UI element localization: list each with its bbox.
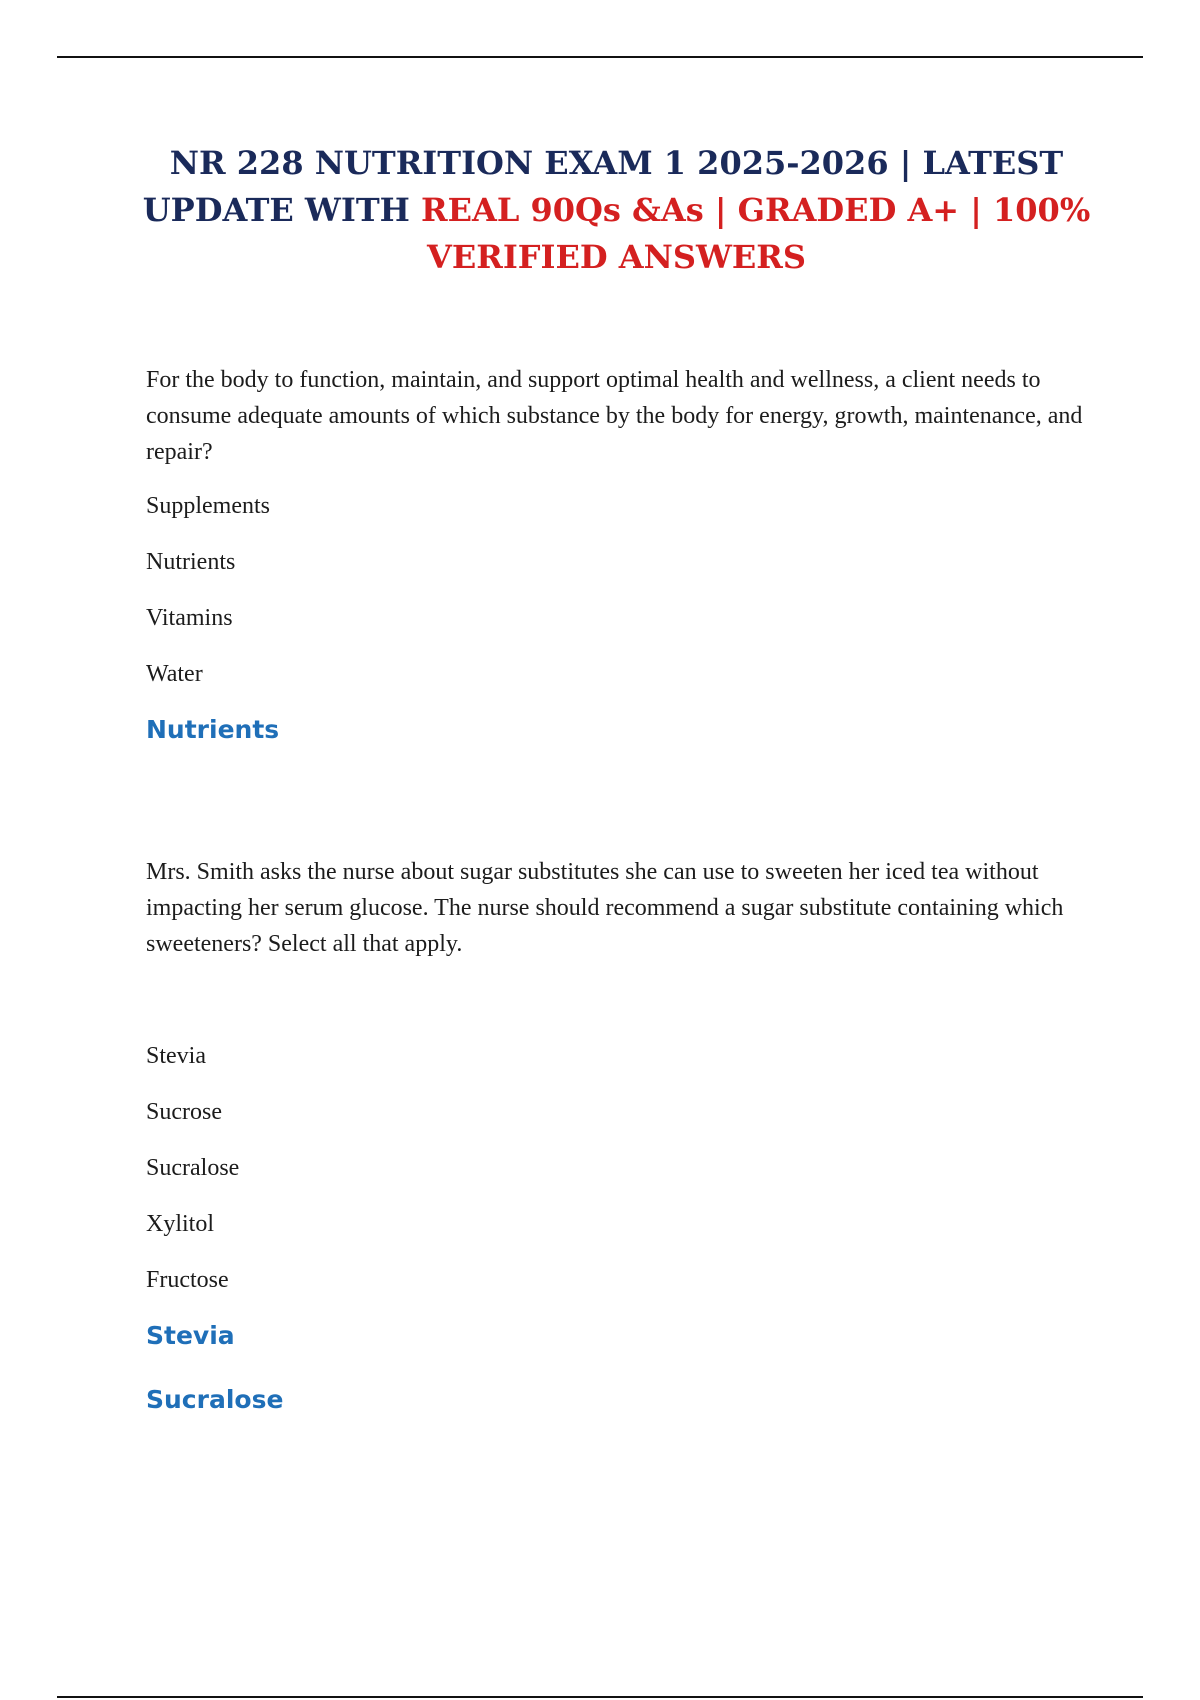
answer-option: Water: [146, 661, 203, 687]
answer-option: Sucrose: [146, 1099, 222, 1125]
spacer: [146, 962, 1106, 1038]
answer-option: Stevia: [146, 1043, 206, 1069]
correct-answer: Nutrients: [146, 715, 280, 744]
header-rule: [57, 56, 1143, 58]
answer-option: Nutrients: [146, 549, 236, 575]
title-part-dark: NR 228 NUTRITION EXAM 1 2025-2026 | LATEST UPDATE WITH: [142, 144, 1064, 229]
correct-answer: Stevia: [146, 1321, 235, 1350]
question-text: Mrs. Smith asks the nurse about sugar substitutes she can use to sweeten her iced tea without impacting her serum glucose. The nurse should recommend a sugar substitute containing which sweeteners? Select all that apply.: [146, 859, 1064, 957]
correct-answer: Sucralose: [146, 1385, 284, 1414]
answer-option: Sucralose: [146, 1155, 240, 1181]
question-block-2: [146, 854, 1106, 1418]
document-title: [100, 140, 1133, 281]
question-list: [146, 362, 1106, 1446]
footer-rule: [57, 1696, 1143, 1698]
answer-option: Xylitol: [146, 1211, 215, 1237]
answer-option: Supplements: [146, 493, 270, 519]
answer-option: Fructose: [146, 1267, 229, 1293]
title-part-red: REAL 90Qs &As | GRADED A+ | 100% VERIFIED ANSWERS: [421, 191, 1091, 276]
question-text: For the body to function, maintain, and support optimal health and wellness, a client needs to consume adequate amounts of which substance by the body for energy, growth, maintenance, and repair?: [146, 367, 1083, 465]
answer-option: Vitamins: [146, 605, 233, 631]
spacer: [146, 776, 1106, 854]
question-block-1: [146, 362, 1106, 748]
